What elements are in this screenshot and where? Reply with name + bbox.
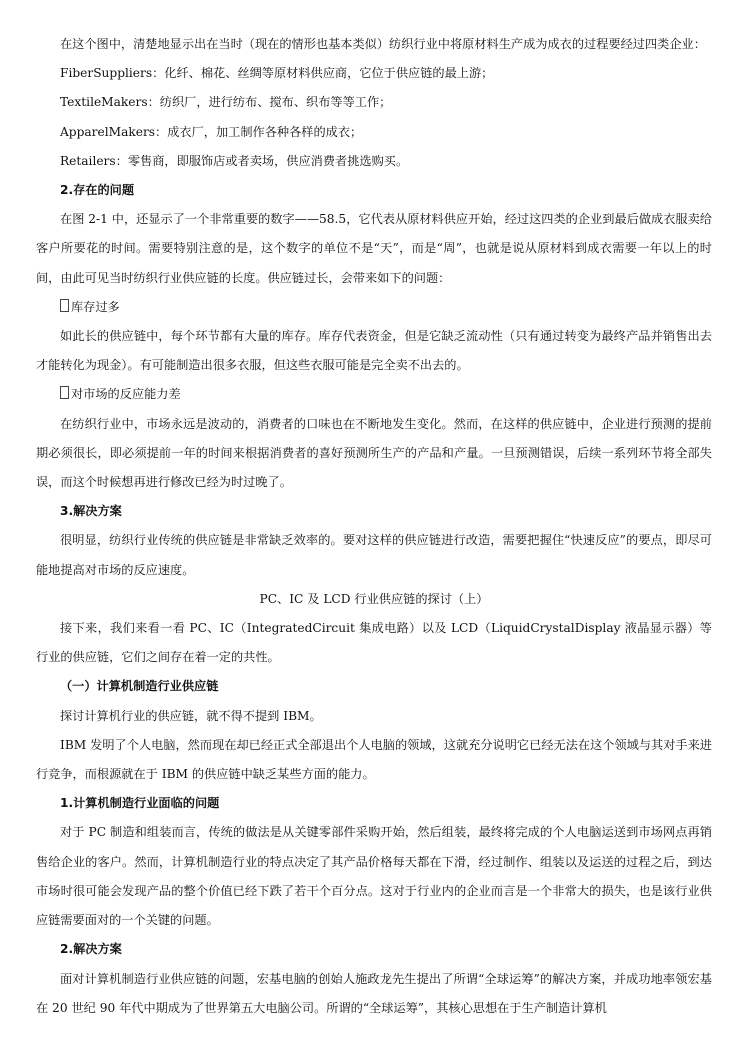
- section-heading: 3.解决方案: [60, 504, 122, 519]
- paragraph: IBM 发明了个人电脑，然而现在却已经正式全部退出个人电脑的领域，这就充分说明它已经无法在这个领域与其对手来进行竞争，而根源就在于 IBM 的供应链中缺乏某些方面的能力。: [36, 737, 712, 782]
- paragraph: 在图 2-1 中，还显示了一个非常重要的数字——58.5，它代表从原材料供应开始，经过这四类的企业到最后做成衣服卖给客户所要花的时间。需要特别注意的是，这个数字的单位不是“天”，而是“周”，也就是说从原材料到成衣需要一年以上的时间，由此可见当时纺织行业供应链的长度。供应链过长，会带来如下的问题：: [36, 212, 712, 285]
- bullet-box-icon: [60, 386, 69, 399]
- article-title: PC、IC 及 LCD 行业供应链的探讨（上）: [259, 591, 489, 606]
- paragraph: 对于 PC 制造和组装而言，传统的做法是从关键零部件采购开始，然后组装，最终将完成的个人电脑运送到市场网点再销售给企业的客户。然而，计算机制造行业的特点决定了其产品价格每天都在下滑，经过制作、组装以及运送的过程之后，到达市场时很可能会发现产品的整个价值已经下跌了若干个百分点。这对于行业内的企业而言是一个非常大的损失，也是该行业供应链需要面对的一个关键的问题。: [36, 825, 712, 928]
- bullet-item: [36, 380, 712, 409]
- list-item: FiberSuppliers：化纤、棉花、丝绸等原材料供应商，它位于供应链的最上游；: [60, 66, 494, 81]
- paragraph: 面对计算机制造行业供应链的问题，宏基电脑的创始人施政龙先生提出了所谓“全球运筹”的解决方案，并成功地率领宏基在 20 世纪 90 年代中期成为了世界第五大电脑公司。所谓的“全球运筹”，其核心思想在于生产制造计算机: [36, 971, 712, 1015]
- list-item: ApparelMakers：成衣厂，加工制作各种各样的成衣；: [60, 124, 363, 139]
- list-item: Retailers：零售商，即服饰店或者卖场，供应消费者挑选购买。: [60, 153, 409, 168]
- section-heading: 1.计算机制造行业面临的问题: [60, 796, 220, 811]
- section-heading: 2.存在的问题: [60, 183, 135, 198]
- paragraph: 如此长的供应链中，每个环节都有大量的库存。库存代表资金，但是它缺乏流动性（只有通过转变为最终产品并销售出去才能转化为现金）。有可能制造出很多衣服，但这些衣服可能是完全卖不出去的。: [36, 329, 712, 373]
- bullet-box-icon: [60, 299, 69, 312]
- list-item: TextileMakers：纺织厂，进行纺布、搅布、织布等等工作；: [60, 95, 392, 110]
- paragraph: 接下来，我们来看一看 PC、IC（IntegratedCircuit 集成电路）以及 LCD（LiquidCrystalDisplay 液晶显示器）等行业的供应链，它们之间存在着一定的共性。: [36, 621, 712, 665]
- paragraph: 在纺织行业中，市场永远是波动的，消费者的口味也在不断地发生变化。然而，在这样的供应链中，企业进行预测的提前期必须很长，即必须提前一年的时间来根据消费者的喜好预测所生产的产品和产量。一旦预测错误，后续一系列环节将全部失误，而这个时候想再进行修改已经为时过晚了。: [36, 416, 712, 490]
- bullet-label: 对市场的反应能力差: [71, 387, 181, 402]
- paragraph: 很明显，纺织行业传统的供应链是非常缺乏效率的。要对这样的供应链进行改造，需要把握住“快速反应”的要点，即尽可能地提高对市场的反应速度。: [36, 533, 712, 577]
- bullet-label: 库存过多: [71, 299, 120, 314]
- paragraph: 在这个图中，清楚地显示出在当时（现在的情形也基本类似）纺织行业中将原材料生产成为成衣的过程要经过四类企业：: [60, 37, 706, 51]
- paragraph: 探讨计算机行业的供应链，就不得不提到 IBM。: [60, 708, 322, 723]
- section-heading: （一）计算机制造行业供应链: [60, 679, 219, 694]
- bullet-item: [36, 293, 712, 322]
- document-page: [36, 30, 712, 1023]
- section-heading: 2.解决方案: [60, 942, 122, 957]
